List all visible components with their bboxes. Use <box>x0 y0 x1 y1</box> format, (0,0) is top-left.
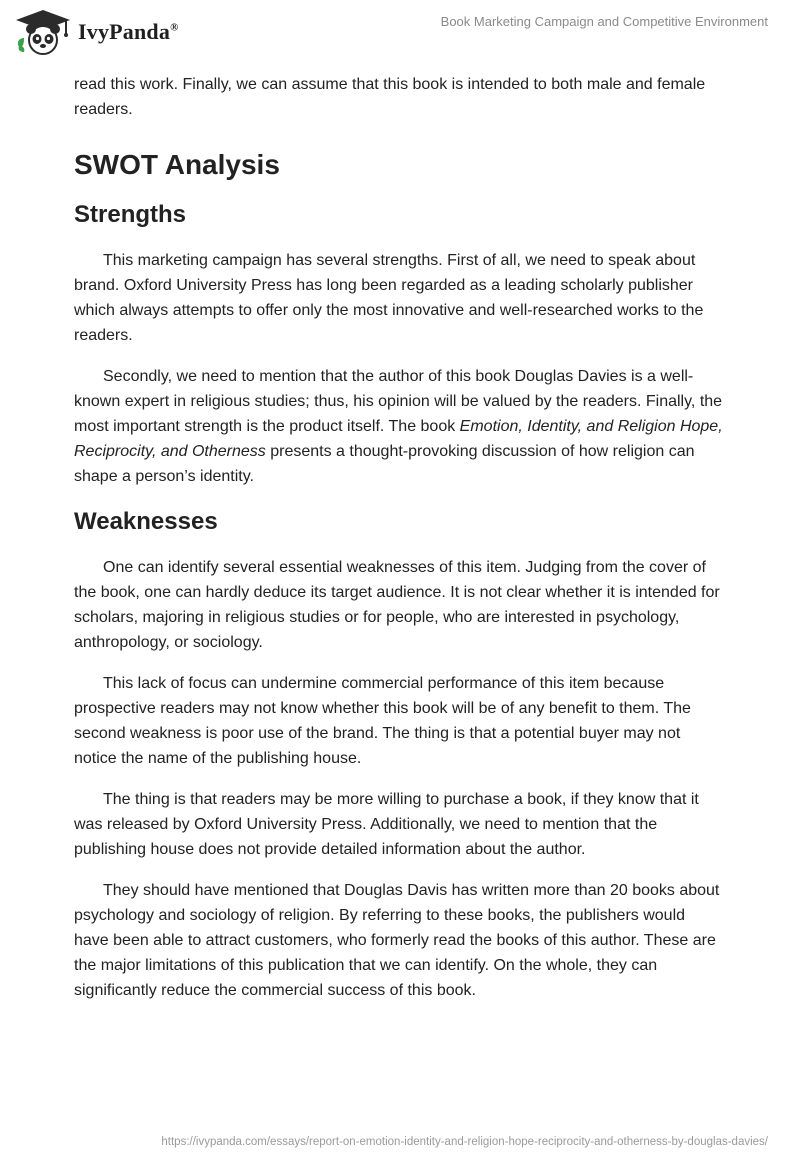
essay-body <box>74 72 724 1019</box>
panda-graduate-icon <box>14 8 72 56</box>
intro-paragraph: read this work. Finally, we can assume that this book is intended to both male and female readers. <box>74 76 706 118</box>
strengths-paragraph-2 <box>74 364 724 489</box>
page-header <box>0 0 800 64</box>
ivypanda-logo[interactable] <box>14 8 179 56</box>
weaknesses-paragraph-1: One can identify several essential weaknesses of this item. Judging from the cover of the book, one can hardly deduce its target audience. It is not clear whether it is intended for scholars, majoring in religious studies or for people, who are interested in psychology, anthropology, or sociology. <box>74 559 720 651</box>
subheading-weaknesses: Weaknesses <box>74 508 218 535</box>
document-title: Book Marketing Campaign and Competitive Environment <box>440 14 768 29</box>
weaknesses-paragraph-2: This lack of focus can undermine commercial performance of this item because prospective readers may not know whether this book will be of any benefit to them. The second weakness is poor use of the brand. The thing is that a potential buyer may not notice the name of the publishing house. <box>74 675 691 767</box>
source-url-link[interactable]: https://ivypanda.com/essays/report-on-emotion-identity-and-religion-hope-reciprocity-and-otherness-by-douglas-davies/ <box>161 1136 768 1148</box>
subheading-strengths: Strengths <box>74 201 187 228</box>
strengths-p2-text-b: presents a thought-provoking discussion of how religion can shape a person’s identity. <box>74 443 695 485</box>
brand-name: IvyPanda® <box>78 19 179 44</box>
book-title: Emotion, Identity, and Religion Hope, Reciprocity, and Otherness <box>74 418 723 460</box>
strengths-paragraph-1: This marketing campaign has several strengths. First of all, we need to speak about brand. Oxford University Press has long been regarded as a leading scholarly publisher which always attempts to offer only the most innovative and well-researched works to the readers. <box>74 252 704 344</box>
section-heading-swot: SWOT Analysis <box>74 149 280 180</box>
strengths-p2-text-a: Secondly, we need to mention that the author of this book Douglas Davies is a well-known expert in religious studies; thus, his opinion will be valued by the readers. Finally, the most important strength is the product itself. The book <box>74 368 723 435</box>
weaknesses-paragraph-4: They should have mentioned that Douglas Davis has written more than 20 books about psychology and sociology of religion. By referring to these books, the publishers would have been able to attract customers, who formerly read the books of this author. These are the major limitations of this publication that we can identify. On the whole, they can significantly reduce the commercial success of this book. <box>74 882 720 999</box>
weaknesses-paragraph-3: The thing is that readers may be more willing to purchase a book, if they know that it was released by Oxford University Press. Additionally, we need to mention that the publishing house does not provide detailed information about the author. <box>74 791 699 858</box>
registered-mark: ® <box>170 21 179 34</box>
